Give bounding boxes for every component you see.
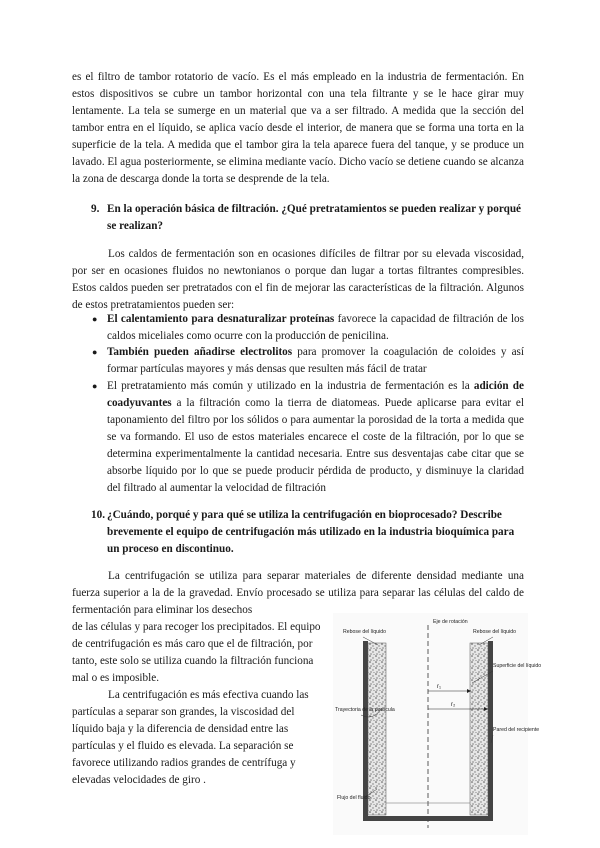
- r2-label: r₂: [451, 702, 456, 708]
- bullet-3-marker: ●: [92, 381, 98, 391]
- wall-label: Pared del recipiente: [493, 727, 540, 733]
- question-9-number: 9.: [91, 203, 100, 215]
- right-top-label: Rebose del líquido: [473, 629, 516, 635]
- question-10-paragraph-2: La centrifugación es más efectiva cuando las partículas a separar son grandes, la viscosidad del líquido baja y la diferencia de densidad entre las partículas y el fluido es elevada. La separación se favorece utilizando radios grandes de centrífuga y elevadas velocidades de giro .: [72, 689, 309, 786]
- centrifuge-figure: [333, 613, 542, 835]
- bullet-2-marker: ●: [92, 347, 98, 357]
- flow-label: Flujo del fluido: [337, 795, 371, 801]
- question-9-intro: Los caldos de fermentación son en ocasiones difíciles de filtrar por su elevada viscosidad, por ser en ocasiones fluidos no newtonianos o porque dan lugar a tortas filtrantes compresibles. Estos caldos pueden ser pretratados con el fin de mejorar las características de la filtración. Algunos de estos pretratamientos pueden ser:: [72, 248, 524, 311]
- question-10-number: 10.: [91, 509, 105, 521]
- question-10-paragraph-1-wrap: de las células y para recoger los precipitados. El equipo de centrifugación es más caro que el de filtración, por tanto, este solo se utiliza cuando la filtración funciona mal o es imposible.: [72, 621, 321, 684]
- surface-label: Superficie del líquido: [493, 663, 542, 669]
- question-10-title: ¿Cuándo, porqué y para qué se utiliza la centrifugación en bioprocesado? Describe brevemente el equipo de centrifugación más utilizado en la industria bioquímica para un proceso en discontinuo.: [107, 509, 515, 555]
- bullet-1: [107, 311, 524, 345]
- intro-paragraph: es el filtro de tambor rotatorio de vacío. Es el más empleado en la industria de fermentación. En estos dispositivos se cubre un tambor horizontal con una tela filtrante y se le hace girar muy lentamente. La tela se sumerge en un material que va a ser filtrado. A medida que la sección del tambor entra en el líquido, se aplica vacío desde el interior, de manera que se forma una torta en la superficie de la tela. A medida que el tambor gira la tela aparece fuera del tanque, y se produce un lavado. El agua posteriormente, se elimina mediante vacío. Dicho vacío se detiene cuando se alcanza la zona de descarga donde la torta se desprende de la tela.: [72, 71, 524, 185]
- trajectory-label: Trayectoria de la partícula: [335, 707, 395, 713]
- question-10-paragraph-1: La centrifugación se utiliza para separar materiales de diferente densidad mediante una fuerza superior a la de la gravedad. Envío procesado se utiliza para separar las células del caldo de fermentación para eliminar los desechos: [72, 570, 524, 616]
- bullet-2-text: para promover la coagulación de coloides y así formar partículas mayores y más densas que resulten más fácil de tratar: [107, 346, 525, 375]
- figure-background: [333, 613, 528, 835]
- r1-label: r₁: [437, 684, 442, 690]
- bullet-1-text: favorece la capacidad de filtración de los caldos miceliales como ocurre con la producción de penicilina.: [107, 313, 525, 342]
- left-top-label: Rebose del líquido: [343, 629, 386, 635]
- right-liquid-layer: [470, 643, 488, 815]
- bullet-1-bold: El calentamiento para desnaturalizar proteínas: [107, 313, 335, 325]
- bullet-2: [107, 344, 524, 378]
- left-wall: [363, 641, 368, 816]
- bowl-bottom: [363, 816, 493, 821]
- bullet-1-marker: ●: [92, 314, 98, 324]
- bullet-3-bold: adición de coadyuvantes: [107, 380, 524, 409]
- axis-label: Eje de rotación: [433, 619, 468, 625]
- bullet-2-bold: También pueden añadirse electrolitos: [107, 346, 293, 358]
- bullet-3: [107, 378, 524, 497]
- bullet-3-pre: El pretratamiento más común y utilizado en la industria de fermentación es la: [107, 380, 474, 392]
- bullet-3-text: a la filtración como la tierra de diatomeas. Puede aplicarse para evitar el taponamiento del filtro por los sólidos o para aumentar la porosidad de la torta a medida que se va formando. El uso de estos materiales encarece el coste de la filtración, por lo que se determina experimentalmente la cantidad necesaria. Entre sus desventajas cabe citar que se absorbe líquido por lo que se puede producir pérdida de producto, y disminuye la claridad del filtrado al aumentar la velocidad de filtración: [107, 397, 524, 494]
- question-9-title: En la operación básica de filtración. ¿Qué pretratamientos se pueden realizar y porqué se realizan?: [107, 203, 522, 232]
